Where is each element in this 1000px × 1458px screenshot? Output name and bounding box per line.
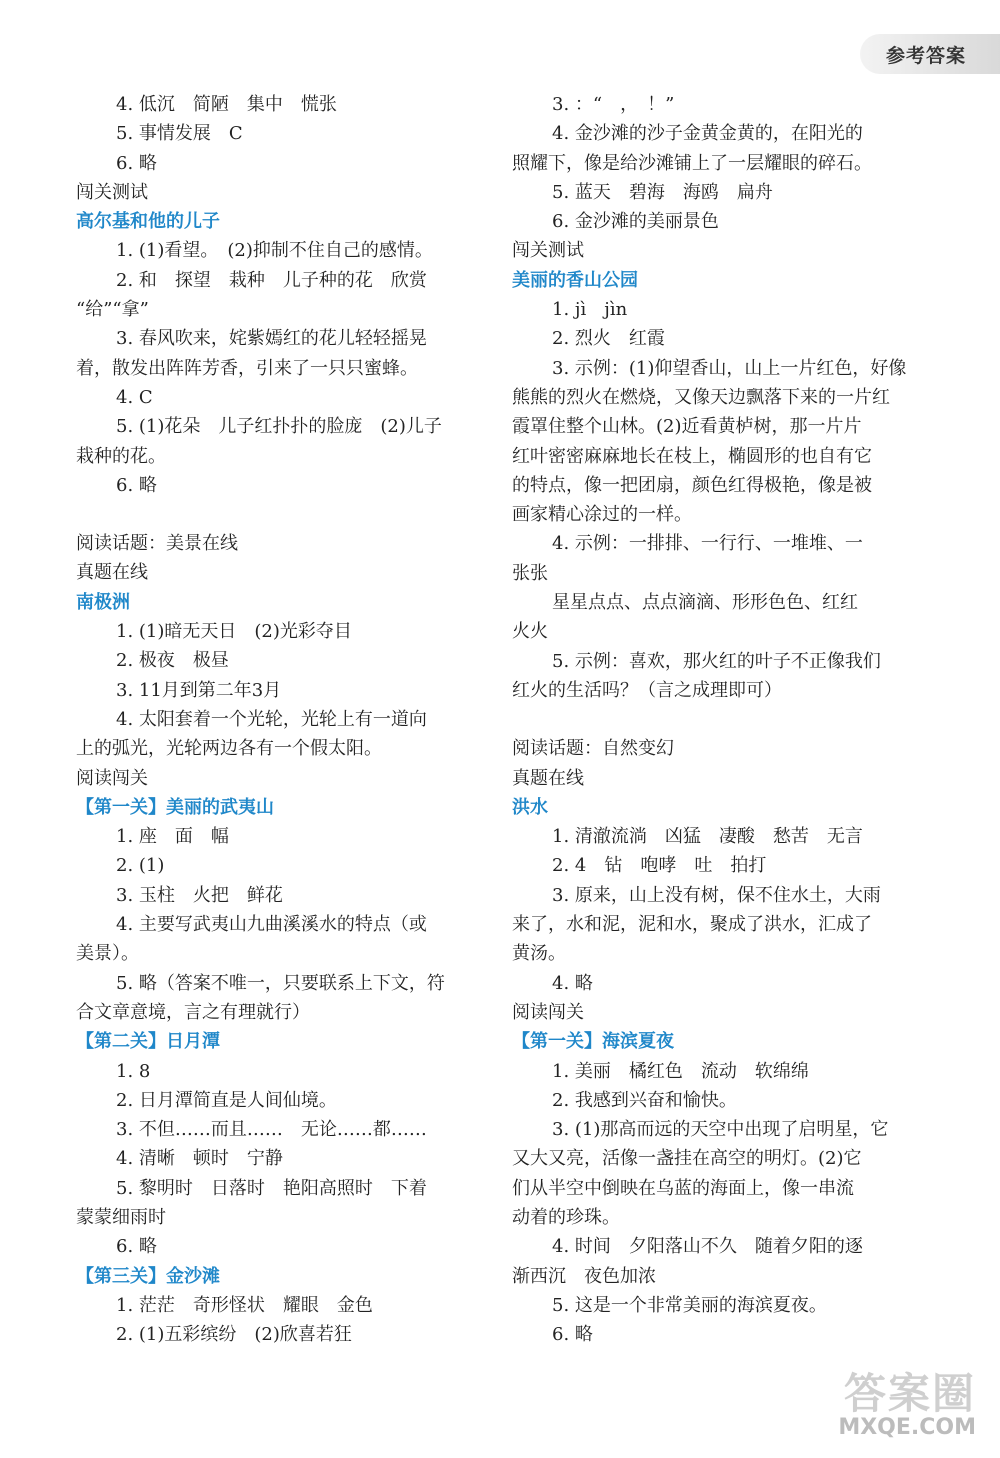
answer-line: 照耀下，像是给沙滩铺上了一层耀眼的碎石。 [512,152,872,174]
answer-line: 1. 8 [116,1060,151,1082]
article-title: 南极洲 [76,591,130,613]
answer-line: 5. 略（答案不唯一，只要联系上下文，符 [116,972,445,994]
answer-line: 动着的珍珠。 [512,1206,620,1228]
answer-line: 4. 时间 夕阳落山不久 随着夕阳的逐 [552,1236,863,1258]
left-column [76,90,496,1349]
answer-line: 4. 主要写武夷山九曲溪溪水的特点（或 [116,914,427,936]
answer-line: 渐西沉 夜色加浓 [512,1265,656,1287]
answer-line: 4. 示例：一排排、一行行、一堆堆、一 [552,533,863,555]
section-heading: 真题在线 [76,562,148,584]
watermark-domain: MXQE.COM [838,1415,976,1440]
answer-line: 霞罩住整个山林。(2)近看黄栌树，那一片片 [512,416,862,438]
answer-line: 1. 茫茫 奇形怪状 耀眼 金色 [116,1294,373,1316]
answer-line: 4. 金沙滩的沙子金黄金黄的，在阳光的 [552,123,863,145]
answer-line: 5. 蓝天 碧海 海鸥 扁舟 [552,181,773,203]
answer-line: 4. 略 [552,972,593,994]
answer-line: 们从半空中倒映在乌蓝的海面上，像一串流 [512,1177,854,1199]
level-title: 【第一关】美丽的武夷山 [76,796,274,818]
answer-line: 火火 [512,621,548,643]
answer-line: 6. 略 [552,1324,593,1346]
answer-line: 5. 事情发展 C [116,123,243,145]
answer-line: 合文章意境，言之有理就行） [76,1001,310,1023]
level-title: 【第二关】日月潭 [76,1031,220,1053]
answer-line: 张张 [512,562,548,584]
answer-line: 1. 清澈流淌 凶猛 凄酸 愁苦 无言 [552,826,863,848]
answer-line: 2. 我感到兴奋和愉快。 [552,1089,737,1111]
answer-line: 6. 略 [116,474,157,496]
answer-line: 5. 黎明时 日落时 艳阳高照时 下着 [116,1177,427,1199]
section-heading: 闯关测试 [512,240,584,262]
answer-line: 3. 玉柱 火把 鲜花 [116,884,283,906]
answer-line: 4. 清晰 顿时 宁静 [116,1148,283,1170]
answer-line: 又大又亮，活像一盏挂在高空的明灯。(2)它 [512,1148,862,1170]
article-title: 高尔基和他的儿子 [76,211,220,233]
answer-line: 6. 略 [116,1236,157,1258]
watermark-title: 答案圈 [843,1369,976,1418]
answer-line: 1. 美丽 橘红色 流动 软绵绵 [552,1060,809,1082]
answer-line: 5. 这是一个非常美丽的海滨夏夜。 [552,1294,827,1316]
answer-line: 美景）。 [76,943,139,965]
level-title: 【第一关】海滨夏夜 [512,1031,674,1053]
answer-line: 1. 座 面 幅 [116,826,229,848]
watermark-logo [816,1360,976,1440]
article-title: 洪水 [512,796,548,818]
answer-line: 5. (1)花朵 儿子红扑扑的脸庞 (2)儿子 [116,416,442,438]
answer-line: 2. 4 钻 咆哮 吐 拍打 [552,855,767,877]
answer-line: 1. jì jìn [552,299,628,321]
answer-line: 2. 和 探望 栽种 儿子种的花 欣赏 [116,269,427,291]
answer-line: 2. (1)五彩缤纷 (2)欣喜若狂 [116,1324,352,1346]
answer-line: 3. ：“ ， ！” [552,94,675,115]
article-title: 美丽的香山公园 [512,269,638,291]
section-heading: 闯关测试 [76,181,148,203]
answer-line: “给”“拿” [76,299,149,321]
answer-line: 1. (1)暗无天日 (2)光彩夺目 [116,621,352,643]
answer-line: 上的弧光，光轮两边各有一个假太阳。 [76,738,382,760]
topic-heading: 阅读话题：自然变幻 [512,738,674,760]
answer-line: 3. 示例：(1)仰望香山，山上一片红色，好像 [552,357,907,379]
section-heading: 阅读闯关 [76,767,148,789]
section-heading: 阅读闯关 [512,1001,584,1023]
spacer [512,705,932,734]
answer-line: 5. 示例：喜欢，那火红的叶子不正像我们 [552,650,881,672]
answer-line: 2. 极夜 极昼 [116,650,229,672]
section-tab [860,34,1000,74]
section-tab-label: 参考答案 [886,44,967,67]
answer-line: 4. 太阳套着一个光轮，光轮上有一道向 [116,708,427,730]
answer-line: 来了，水和泥，泥和水，聚成了洪水，汇成了 [512,914,872,936]
answer-line: 画家精心涂过的一样。 [512,504,692,526]
answer-line: 黄汤。 [512,943,566,965]
answer-line: 红叶密密麻麻地长在枝上，椭圆形的也自有它 [512,445,872,467]
right-column [512,90,932,1349]
section-heading: 真题在线 [512,767,584,789]
level-title: 【第三关】金沙滩 [76,1265,220,1287]
answer-line: 的特点，像一把团扇，颜色红得极艳，像是被 [512,474,872,496]
answer-line: 2. (1) [116,855,165,877]
answer-line: 星星点点、点点滴滴、形形色色、红红 [552,592,858,614]
answer-line: 6. 金沙滩的美丽景色 [552,211,719,233]
answer-line: 6. 略 [116,152,157,174]
answer-line: 3. 不但……而且…… 无论……都…… [116,1119,427,1141]
answer-line: 2. 烈火 红霞 [552,328,665,350]
answer-line: 3. 原来，山上没有树，保不住水土，大雨 [552,884,881,906]
answer-line: 1. (1)看望。 (2)抑制不住自己的感情。 [116,240,433,262]
answer-line: 蒙蒙细雨时 [76,1206,166,1228]
answer-line: 着，散发出阵阵芳香，引来了一只只蜜蜂。 [76,357,418,379]
answer-line: 3. 春风吹来，姹紫嫣红的花儿轻轻摇晃 [116,328,427,350]
topic-heading: 阅读话题：美景在线 [76,533,238,555]
answer-line: 3. 11月到第二年3月 [116,679,282,701]
spacer [76,500,496,529]
answer-line: 4. 低沉 简陋 集中 慌张 [116,94,337,115]
answer-line: 熊熊的烈火在燃烧，又像天边飘落下来的一片红 [512,386,890,408]
answer-line: 3. (1)那高而远的天空中出现了启明星，它 [552,1119,889,1141]
answer-line: 4. C [116,386,153,408]
answer-line: 红火的生活吗？（言之成理即可） [512,679,782,701]
answer-line: 2. 日月潭简直是人间仙境。 [116,1089,337,1111]
answer-line: 栽种的花。 [76,445,166,467]
